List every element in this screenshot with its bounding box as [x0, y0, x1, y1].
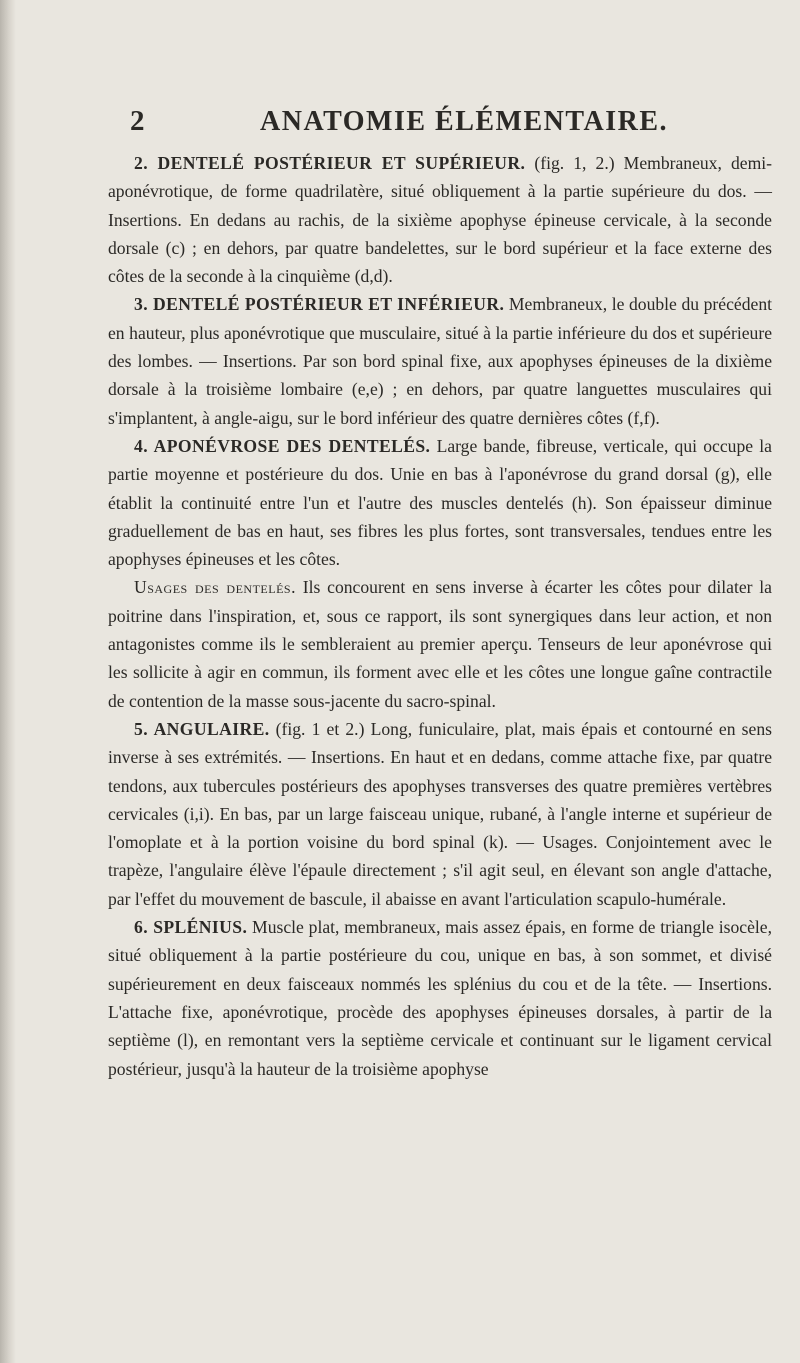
paragraph-heading: 6. SPLÉNIUS. — [134, 917, 248, 938]
paragraph-lead: Usages des dentelés. — [134, 577, 296, 598]
paragraph-heading: 2. DENTELÉ POSTÉRIEUR ET SUPÉRIEUR. — [134, 153, 526, 173]
paragraph-usages-denteles — [108, 573, 772, 714]
paragraph-text: Membraneux, le double du précédent en hauteur, plus aponévrotique que musculaire, situé à la partie inférieure du dos et supérieure des lombes. — Insertions. Par son bord spinal fixe, aux apophyses épineuses de la dixième dorsale à la troisième lombaire (e,e) ; en dehors, par quatre languettes musculaires qui s'implantent, à angle-aigu, sur le bord inférieur des quatre dernières côtes (f,f). — [108, 294, 772, 428]
paragraph-heading: 5. ANGULAIRE. — [134, 718, 270, 739]
paragraph-dentele-inferieur — [108, 290, 772, 431]
paragraph-aponevrose — [108, 432, 772, 573]
paragraph-angulaire — [108, 715, 772, 913]
running-head: ANATOMIE ÉLÉMENTAIRE. — [260, 106, 668, 137]
paragraph-text: (fig. 1 et 2.) Long, funiculaire, plat, mais épais et contourné en sens inverse à ses extrémités. — Insertions. En haut et en dedans, comme attache fixe, par quatre tendons, aux tubercules postérieurs des apophyses transverses des quatre premières vertèbres cervicales (i,i). En bas, par un large faisceau unique, rubané, à l'angle interne et supérieur de l'omoplate et à la portion voisine du bord spinal (k). — Usages. Conjointement avec le trapèze, l'angulaire élève l'épaule directement ; s'il agit seul, en élevant son angle d'attache, par l'effet du mouvement de bascule, il abaisse en avant l'articulation scapulo-humérale. — [108, 718, 772, 909]
paragraph-heading: 4. APONÉVROSE DES DENTELÉS. — [134, 435, 431, 456]
page-header — [108, 105, 772, 149]
paragraph-text: Ils concourent en sens inverse à écarter les côtes pour dilater la poitrine dans l'inspiration, et, sous ce rapport, ils sont synergiques dans leur action, et non antagonistes comme ils le sembleraient au premier aperçu. Tenseurs de leur aponévrose qui les sollicite à agir en commun, ils forment avec elle et les côtes une longue gaîne contractile de contention de la masse sous-jacente du sacro-spinal. — [108, 577, 772, 711]
paragraph-text: (fig. 1, 2.) Membraneux, demi-aponévrotique, de forme quadrilatère, situé obliquement à la partie supérieure du dos. — Insertions. En dedans au rachis, de la sixième apophyse épineuse cervicale, à la seconde dorsale (c) ; en dehors, par quatre bandelettes, sur le bord supérieur et la face externe des côtes de la seconde à la cinquième (d,d). — [108, 153, 773, 287]
page-edge-shadow — [0, 0, 16, 1363]
paragraph-heading: 3. DENTELÉ POSTÉRIEUR ET INFÉRIEUR. — [134, 294, 505, 315]
paragraph-dentele-superieur — [108, 149, 772, 290]
book-page — [108, 105, 772, 1083]
page-number: 2 — [130, 105, 145, 137]
paragraph-splenius — [108, 913, 772, 1083]
paragraph-text: Muscle plat, membraneux, mais assez épais, en forme de triangle isocèle, situé obliquement à la partie postérieure du cou, unique en bas, à son sommet, et divisé supérieurement en deux faisceaux nommés les splénius du cou et de la tête. — Insertions. L'attache fixe, aponévrotique, procède des apophyses épineuses dorsales, à partir de la septième (l), en remontant vers la septième cervicale et continuant sur le ligament cervical postérieur, jusqu'à la hauteur de la troisième apophyse — [108, 917, 773, 1079]
paragraph-text: Large bande, fibreuse, verticale, qui occupe la partie moyenne et postérieure du dos. Unie en bas à l'aponévrose du grand dorsal (g), elle établit la continuité entre l'un et l'autre des muscles dentelés (h). Son épaisseur diminue graduellement de bas en haut, ses fibres les plus fortes, sont transversales, tendues entre les apophyses épineuses et les côtes. — [108, 435, 772, 570]
